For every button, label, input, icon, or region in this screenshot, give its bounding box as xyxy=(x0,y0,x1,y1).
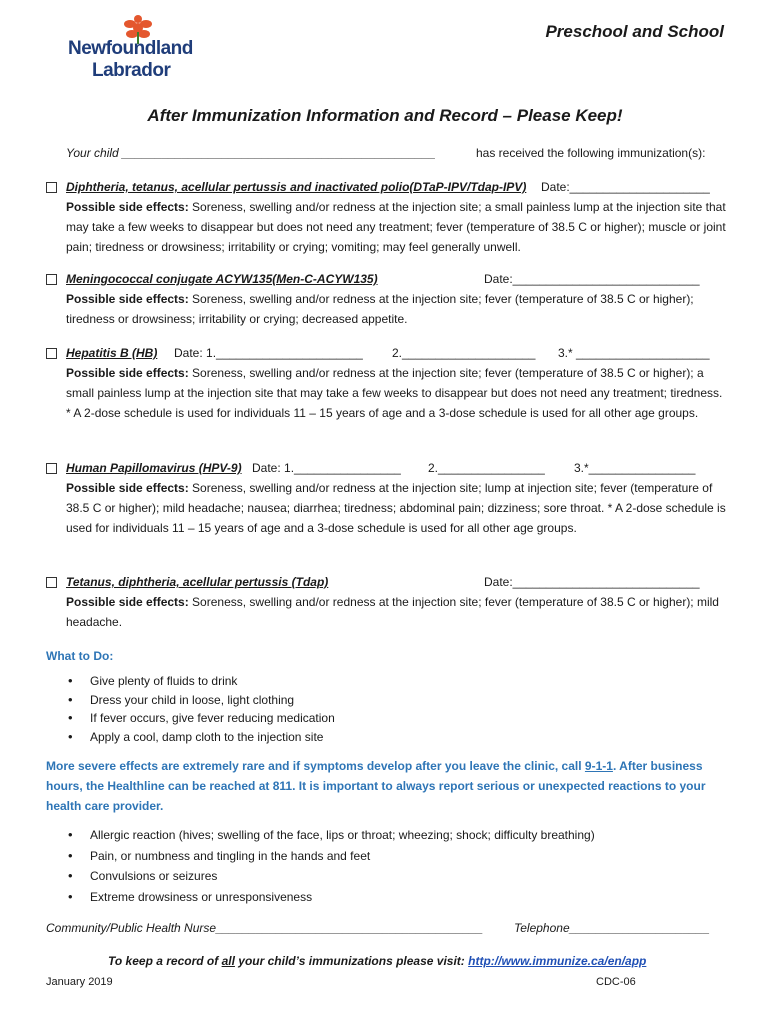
side-effects-label: Possible side effects: xyxy=(66,292,189,306)
severe-effects-paragraph xyxy=(46,756,726,816)
side-effects-paragraph xyxy=(66,289,726,329)
side-effects-paragraph xyxy=(66,592,726,632)
vaccine-title-row xyxy=(66,177,526,197)
record-note-text-1: To keep a record of xyxy=(108,954,222,968)
nurse-signature-field[interactable]: Community/Public Health Nurse________________________________________ xyxy=(46,921,484,935)
date-field[interactable]: Date:____________________________ xyxy=(484,272,700,286)
vaccine-checkbox-hepatitis-b[interactable] xyxy=(46,348,57,359)
side-effects-paragraph xyxy=(66,197,726,257)
list-item: • Extreme drowsiness or unresponsiveness xyxy=(66,887,595,908)
date-field[interactable]: Date:____________________________ xyxy=(484,575,700,589)
severe-effects-text-2: . After business hours, the Healthline can be reached at 811. It is important to always report serious or unexpected reactions to your health care provider. xyxy=(46,759,706,813)
has-received-text: has received the following immunization(s): xyxy=(476,146,706,160)
record-note xyxy=(108,951,646,971)
side-effects-paragraph xyxy=(66,363,726,423)
vaccine-checkbox-hpv-9[interactable] xyxy=(46,463,57,474)
side-effects-label: Possible side effects: xyxy=(66,481,189,495)
logo-word-labrador: Labrador xyxy=(92,60,171,81)
list-item: • Dress your child in loose, light clothing xyxy=(66,691,335,710)
side-effects-paragraph xyxy=(66,478,726,538)
date-field-1[interactable]: Date: 1.______________________ xyxy=(174,346,363,360)
vaccine-name: Human Papillomavirus (HPV-9) xyxy=(66,461,242,475)
vaccine-title-row xyxy=(66,572,328,592)
record-note-all: all xyxy=(221,954,235,968)
vaccine-checkbox-dtap-ipv[interactable] xyxy=(46,182,57,193)
newfoundland-labrador-logo xyxy=(66,14,206,86)
page-title: After Immunization Information and Record – Please Keep! xyxy=(147,106,623,125)
date-field-2[interactable]: 2.________________ xyxy=(428,461,545,475)
footer-form-code: CDC-06 xyxy=(596,976,636,988)
your-child-line: Your child _______________________________________________ xyxy=(66,146,436,160)
vaccine-title-row xyxy=(66,343,157,363)
vaccine-name: Hepatitis B (HB) xyxy=(66,346,158,360)
side-effects-text: Soreness, swelling and/or redness at the injection site; lump at injection site; fever (temperature of 38.5 C or higher); mild headache; nausea; diarrhea; tiredness; abdominal pain; dizziness; sore throat. * A 2-dose schedule is used for individuals 11 – 15 years of age and a 3-dose schedule is used for all other age groups. xyxy=(66,481,726,535)
document-type-heading: Preschool and School xyxy=(545,22,724,41)
list-item: • Convulsions or seizures xyxy=(66,866,595,887)
logo-word-newfoundland: Newfoundland xyxy=(68,38,193,59)
side-effects-text: Soreness, swelling and/or redness at the injection site; fever (temperature of 38.5 C or higher); tiredness or drowsiness; irritability or crying; decreased appetite. xyxy=(66,292,694,326)
list-item: • Give plenty of fluids to drink xyxy=(66,672,335,691)
emergency-phone-number: 9-1-1 xyxy=(584,759,613,773)
severe-symptoms-list xyxy=(66,825,595,907)
list-item: • Apply a cool, damp cloth to the injection site xyxy=(66,728,335,747)
what-to-do-list xyxy=(66,672,335,746)
vaccine-name: Meningococcal conjugate ACYW135(Men-C-ACYW135) xyxy=(66,272,378,286)
list-item: • Allergic reaction (hives; swelling of the face, lips or throat; wheezing; shock; difficulty breathing) xyxy=(66,825,595,846)
telephone-field[interactable]: Telephone_____________________ xyxy=(514,921,710,935)
side-effects-text: Soreness, swelling and/or redness at the injection site; fever (temperature of 38.5 C or higher); mild headache. xyxy=(66,595,719,629)
list-item: • Pain, or numbness and tingling in the hands and feet xyxy=(66,846,595,867)
vaccine-checkbox-men-c-acyw135[interactable] xyxy=(46,274,57,285)
side-effects-text: Soreness, swelling and/or redness at the injection site; fever (temperature of 38.5 C or higher); a small painless lump at the injection site that may take a few weeks to disappear but does not need any treatment; tiredness. * A 2-dose schedule is used for individuals 11 – 15 years of age and a 3-dose schedule is used for all other age groups. xyxy=(66,366,723,420)
vaccine-title-row xyxy=(66,269,378,289)
record-note-text-2: your child’s immunizations please visit: xyxy=(234,954,469,968)
footer-date: January 2019 xyxy=(46,976,113,988)
vaccine-name: Diphtheria, tetanus, acellular pertussis and inactivated polio(DTaP-IPV/Tdap-IPV) xyxy=(66,180,527,194)
what-to-do-heading: What to Do: xyxy=(46,649,114,663)
list-item: • If fever occurs, give fever reducing medication xyxy=(66,709,335,728)
date-field[interactable]: Date:_____________________ xyxy=(541,180,710,194)
severe-effects-text-1: More severe effects are extremely rare and if symptoms develop after you leave the clinic, call xyxy=(46,759,585,773)
side-effects-text: Soreness, swelling and/or redness at the injection site; a small painless lump at the injection site that may take a few weeks to disappear but does not need any treatment; fever (temperature of 38.5 C or higher); muscle or joint pain; tiredness or drowsiness; irritability or crying; vomiting; may feel generally unwell. xyxy=(66,200,726,254)
side-effects-label: Possible side effects: xyxy=(66,200,189,214)
date-field-2[interactable]: 2.____________________ xyxy=(392,346,536,360)
date-field-3[interactable]: 3.*________________ xyxy=(574,461,696,475)
immunize-app-link[interactable]: http://www.immunize.ca/en/app xyxy=(468,954,647,968)
side-effects-label: Possible side effects: xyxy=(66,366,189,380)
vaccine-checkbox-tdap[interactable] xyxy=(46,577,57,588)
vaccine-name: Tetanus, diphtheria, acellular pertussis (Tdap) xyxy=(66,575,329,589)
date-field-1[interactable]: Date: 1.________________ xyxy=(252,461,401,475)
date-field-3[interactable]: 3.* ____________________ xyxy=(558,346,710,360)
side-effects-label: Possible side effects: xyxy=(66,595,189,609)
vaccine-title-row xyxy=(66,458,242,478)
